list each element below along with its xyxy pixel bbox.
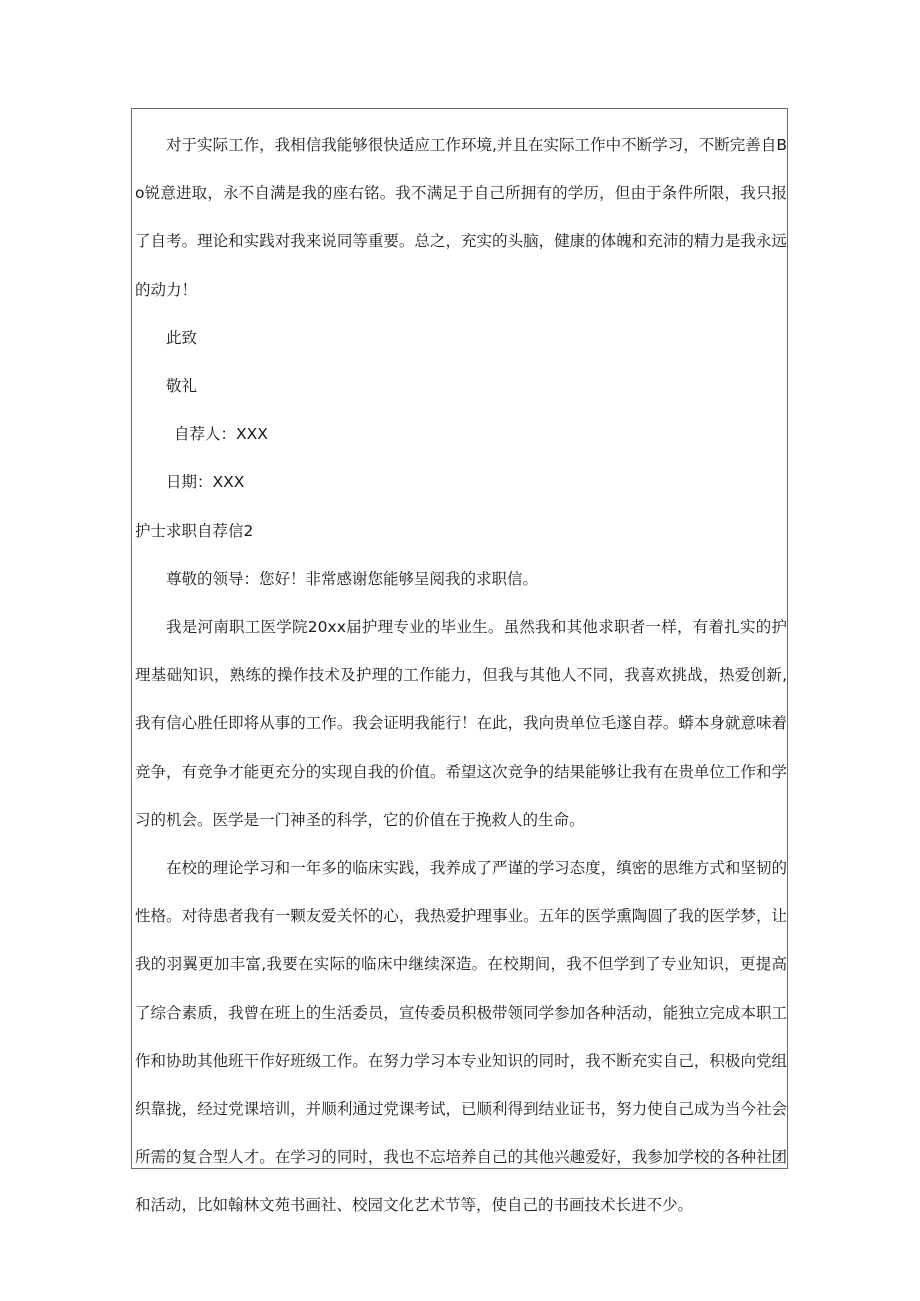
paragraph-work-attitude: 对于实际工作，我相信我能够很快适应工作环境,并且在实际工作中不断学习，不断完善自Bo锐意进取，永不自满是我的座右铭。我不满足于自己所拥有的学历，但由于条件所限，我只报了自考。理论和实践对我来说同等重要。总之，充实的头脑，健康的体魄和充沛的精力是我永远的动力！ [135, 136, 787, 299]
greeting: 尊敬的领导：您好！非常感谢您能够呈阅我的求职信。 [166, 569, 539, 588]
closing-salutation: 此致 [166, 328, 198, 347]
document-body [135, 121, 787, 1230]
section-title: 护士求职自荐信2 [135, 521, 254, 540]
signature-date: 日期：XXX [166, 473, 245, 492]
closing-regards: 敬礼 [166, 377, 198, 396]
signature-recommender: 自荐人：XXX [174, 425, 268, 444]
paragraph-introduction: 我是河南职工医学院20xx届护理专业的毕业生。虽然我和其他求职者一样，有着扎实的护理基础知识，熟练的操作技术及护理的工作能力，但我与其他人不同，我喜欢挑战，热爱创新,我有信心胜任即将从事的工作。我会证明我能行！在此，我向贵单位毛遂自荐。蟒本身就意味着竞争，有竞争才能更充分的实现自我的价值。希望这次竞争的结果能够让我有在贵单位工作和学习的机会。医学是一门神圣的科学，它的价值在于挽救人的生命。 [135, 618, 787, 829]
paragraph-school-experience: 在校的理论学习和一年多的临床实践，我养成了严谨的学习态度，缜密的思维方式和坚韧的性格。对待患者我有一颗友爱关怀的心，我热爱护理事业。五年的医学熏陶圆了我的医学梦，让我的羽翼更加丰富,我要在实际的临床中继续深造。在校期间，我不但学到了专业知识，更提高了综合素质，我曾在班上的生活委员，宣传委员积极带领同学参加各种活动，能独立完成本职工作和协助其他班干作好班级工作。在努力学习本专业知识的同时，我不断充实自己，积极向党组织靠拢，经过党课培训，并顺利通过党课考试，已顺利得到结业证书，努力使自己成为当今社会所需的复合型人才。在学习的同时，我也不忘培养自己的其他兴趣爱好，我参加学校的各种社团和活动，比如翰林文苑书画社、校园文化艺术节等，使自己的书画技术长进不少。 [135, 859, 787, 1215]
